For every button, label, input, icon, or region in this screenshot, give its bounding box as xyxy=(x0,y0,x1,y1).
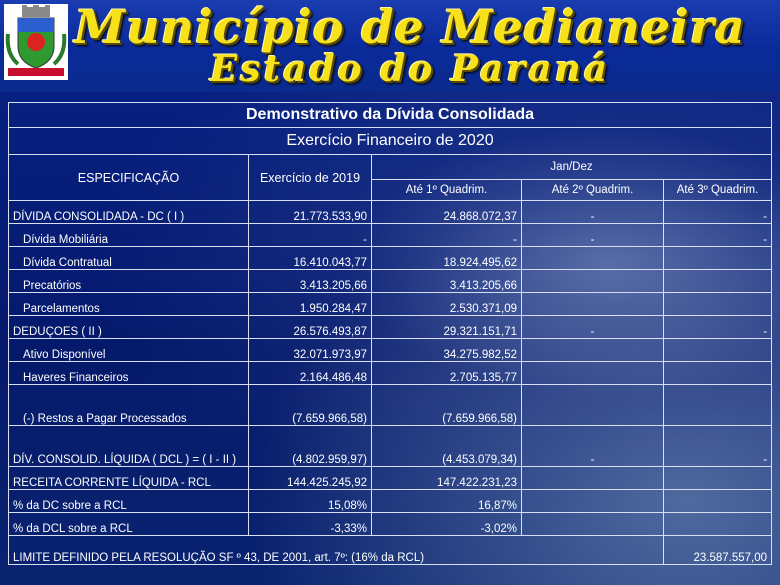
row-q1: 3.413.205,66 xyxy=(372,270,522,293)
row-label: DÍV. CONSOLID. LÍQUIDA ( DCL ) = ( I - II ) xyxy=(9,426,249,467)
row-label: (-) Restos a Pagar Processados xyxy=(9,385,249,426)
row-prev: 16.410.043,77 xyxy=(249,247,372,270)
row-q3 xyxy=(664,293,772,316)
row-prev: -3,33% xyxy=(249,513,372,536)
row-q2 xyxy=(522,513,664,536)
row-q1: 2.705.135,77 xyxy=(372,362,522,385)
row-prev: - xyxy=(249,224,372,247)
row-q3 xyxy=(664,339,772,362)
table-row xyxy=(9,201,772,224)
table-row xyxy=(9,224,772,247)
table-subtitle: Exercício Financeiro de 2020 xyxy=(9,128,772,155)
row-label: Dívida Mobiliária xyxy=(9,224,249,247)
limit-value: 23.587.557,00 xyxy=(664,536,772,565)
row-q2 xyxy=(522,293,664,316)
row-q2 xyxy=(522,339,664,362)
header-q3: Até 3º Quadrim. xyxy=(664,180,772,201)
table-row xyxy=(9,247,772,270)
state-subtitle: Estado do Paraná xyxy=(209,48,611,90)
row-q1: - xyxy=(372,224,522,247)
row-label: % da DC sobre a RCL xyxy=(9,490,249,513)
row-prev: (4.802.959,97) xyxy=(249,426,372,467)
row-prev: 2.164.486,48 xyxy=(249,362,372,385)
row-q3: - xyxy=(664,426,772,467)
table-row xyxy=(9,426,772,467)
row-q2 xyxy=(522,362,664,385)
row-q1: (4.453.079,34) xyxy=(372,426,522,467)
row-label: Precatórios xyxy=(9,270,249,293)
row-q1: -3,02% xyxy=(372,513,522,536)
row-q3: - xyxy=(664,201,772,224)
municipality-title: Município de Medianeira xyxy=(74,0,746,54)
row-q2: - xyxy=(522,201,664,224)
table-row xyxy=(9,467,772,490)
row-label: Haveres Financeiros xyxy=(9,362,249,385)
table-row xyxy=(9,490,772,513)
row-q3: - xyxy=(664,224,772,247)
row-q2 xyxy=(522,385,664,426)
table-row xyxy=(9,339,772,362)
row-q2: - xyxy=(522,224,664,247)
row-label: Ativo Disponível xyxy=(9,339,249,362)
table-row xyxy=(9,385,772,426)
row-prev: 15,08% xyxy=(249,490,372,513)
row-q2 xyxy=(522,270,664,293)
row-q2 xyxy=(522,247,664,270)
row-q2 xyxy=(522,467,664,490)
row-q3 xyxy=(664,362,772,385)
row-prev: 32.071.973,97 xyxy=(249,339,372,362)
row-q1: 24.868.072,37 xyxy=(372,201,522,224)
table-title: Demonstrativo da Dívida Consolidada xyxy=(9,103,772,128)
row-label: Dívida Contratual xyxy=(9,247,249,270)
header-q1: Até 1º Quadrim. xyxy=(372,180,522,201)
row-prev: 1.950.284,47 xyxy=(249,293,372,316)
table-row xyxy=(9,513,772,536)
row-q1: (7.659.966,58) xyxy=(372,385,522,426)
row-label: % da DCL sobre a RCL xyxy=(9,513,249,536)
row-q2: - xyxy=(522,316,664,339)
table-row xyxy=(9,270,772,293)
row-q3 xyxy=(664,513,772,536)
row-label: DEDUÇOES ( II ) xyxy=(9,316,249,339)
row-q3 xyxy=(664,385,772,426)
row-prev: 144.425.245,92 xyxy=(249,467,372,490)
row-q1: 147.422.231,23 xyxy=(372,467,522,490)
table-row xyxy=(9,316,772,339)
row-q3 xyxy=(664,247,772,270)
header-q2: Até 2º Quadrim. xyxy=(522,180,664,201)
row-prev: 21.773.533,90 xyxy=(249,201,372,224)
header-period: Jan/Dez xyxy=(372,155,772,180)
row-prev: 3.413.205,66 xyxy=(249,270,372,293)
limit-row xyxy=(9,536,772,565)
row-q3 xyxy=(664,490,772,513)
row-q1: 2.530.371,09 xyxy=(372,293,522,316)
row-prev: (7.659.966,58) xyxy=(249,385,372,426)
row-prev: 26.576.493,87 xyxy=(249,316,372,339)
header-banner xyxy=(0,0,780,92)
row-q1: 29.321.151,71 xyxy=(372,316,522,339)
row-q3 xyxy=(664,467,772,490)
row-q3 xyxy=(664,270,772,293)
row-q1: 16,87% xyxy=(372,490,522,513)
limit-label: LIMITE DEFINIDO PELA RESOLUÇÃO SF º 43, DE 2001, art. 7º: (16% da RCL) xyxy=(9,536,664,565)
row-q3: - xyxy=(664,316,772,339)
row-q1: 18.924.495,62 xyxy=(372,247,522,270)
debt-statement-table xyxy=(8,102,772,565)
header-previous-year: Exercício de 2019 xyxy=(249,155,372,201)
row-q2 xyxy=(522,490,664,513)
row-label: RECEITA CORRENTE LÍQUIDA - RCL xyxy=(9,467,249,490)
table-row xyxy=(9,293,772,316)
row-q2: - xyxy=(522,426,664,467)
header-specification: ESPECIFICAÇÃO xyxy=(9,155,249,201)
table-row xyxy=(9,362,772,385)
row-label: DÍVIDA CONSOLIDADA - DC ( I ) xyxy=(9,201,249,224)
row-label: Parcelamentos xyxy=(9,293,249,316)
row-q1: 34.275.982,52 xyxy=(372,339,522,362)
